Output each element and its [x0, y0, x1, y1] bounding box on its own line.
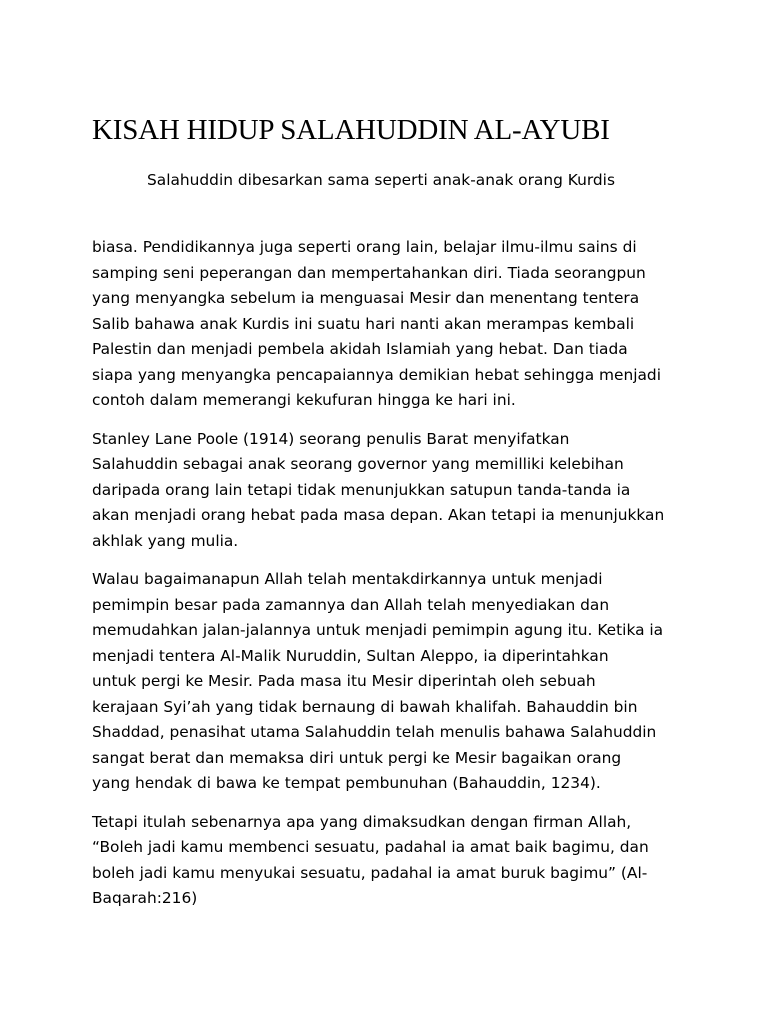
text-line: Stanley Lane Poole (1914) seorang penulis Barat menyifatkan [92, 429, 570, 448]
paragraph [92, 427, 692, 555]
text-line: boleh jadi kamu menyukai sesuatu, padahal ia amat buruk bagimu” (Al- [92, 863, 648, 882]
text-line: yang menyangka sebelum ia menguasai Mesir dan menentang tentera [92, 289, 640, 307]
paragraph [92, 567, 692, 797]
document-body [92, 235, 692, 925]
text-line: Shaddad, penasihat utama Salahuddin telah menulis bahawa Salahuddin [92, 723, 657, 741]
text-line: “Boleh jadi kamu membenci sesuatu, padahal ia amat baik bagimu, dan [92, 838, 649, 856]
text-line: sangat berat dan memaksa diri untuk pergi ke Mesir bagaikan orang [92, 748, 622, 767]
text-line: Salib bahawa anak Kurdis ini suatu hari nanti akan merampas kembali [92, 314, 635, 333]
text-line: memudahkan jalan-jalannya untuk menjadi pemimpin agung itu. Ketika ia [92, 621, 664, 639]
text-line: akan menjadi orang hebat pada masa depan. Akan tetapi ia menunjukkan [92, 506, 665, 524]
text-line: Salahuddin sebagai anak seorang governor yang memilliki kelebihan [92, 455, 624, 473]
text-line: biasa. Pendidikannya juga seperti orang lain, belajar ilmu-ilmu sains di [92, 238, 637, 256]
text-line: untuk pergi ke Mesir. Pada masa itu Mesir diperintah oleh sebuah [92, 672, 596, 690]
text-line: akhlak yang mulia. [92, 531, 239, 550]
text-line: contoh dalam memerangi kekufuran hingga ke hari ini. [92, 391, 516, 409]
text-line: menjadi tentera Al-Malik Nuruddin, Sultan Aleppo, ia diperintahkan [92, 646, 609, 665]
text-line: Walau bagaimanapun Allah telah mentakdirkannya untuk menjadi [92, 570, 603, 588]
text-line: pemimpin besar pada zamannya dan Allah telah menyediakan dan [92, 595, 610, 614]
text-line: kerajaan Syi’ah yang tidak bernaung di bawah khalifah. Bahauddin bin [92, 697, 638, 716]
paragraph [92, 810, 692, 912]
text-line: Palestin dan menjadi pembela akidah Islamiah yang hebat. Dan tiada [92, 340, 628, 358]
text-line: Baqarah:216) [92, 889, 198, 907]
text-line: samping seni peperangan dan mempertahankan diri. Tiada seorangpun [92, 263, 646, 282]
lead-line: Salahuddin dibesarkan sama seperti anak-anak orang Kurdis [147, 171, 615, 189]
text-line: yang hendak di bawa ke tempat pembunuhan (Bahauddin, 1234). [92, 774, 601, 792]
text-line: siapa yang menyangka pencapaiannya demikian hebat sehingga menjadi [92, 365, 661, 384]
paragraph [92, 235, 692, 414]
text-line: daripada orang lain tetapi tidak menunjukkan satupun tanda-tanda ia [92, 480, 631, 499]
document-title: KISAH HIDUP SALAHUDDIN AL-AYUBI [92, 114, 610, 146]
text-line: Tetapi itulah sebenarnya apa yang dimaksudkan dengan firman Allah, [92, 812, 632, 831]
